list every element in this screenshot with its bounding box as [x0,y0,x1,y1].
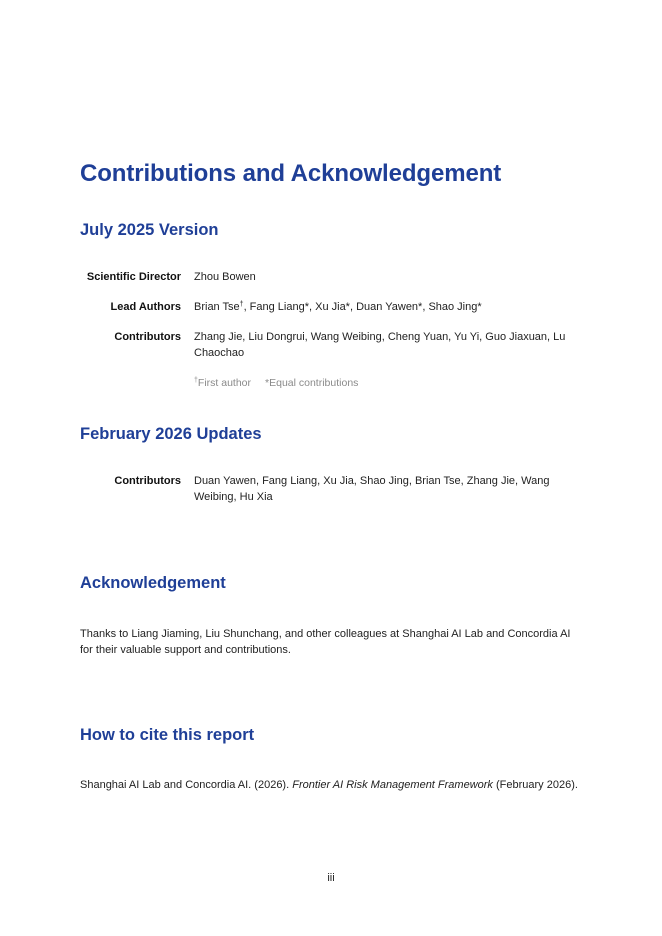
scientific-director-label: Scientific Director [86,271,181,283]
contributors-label-feb: Contributors [114,475,181,487]
first-author-mark: † [239,301,244,308]
lead-authors-label: Lead Authors [110,301,181,313]
first-author-note-mark: † [194,377,198,384]
acknowledgement-text: Thanks to Liang Jiaming, Liu Shunchang, and other colleagues at Shanghai AI Lab and Concordia AI for their valuable support and contributions. [80,628,571,656]
contributors-value-july: Zhang Jie, Liu Dongrui, Wang Weibing, Cheng Yuan, Yu Yi, Guo Jiaxuan, Lu Chaochao [194,331,566,359]
lead-authors-rest: , Fang Liang*, Xu Jia*, Duan Yawen*, Shao Jing* [243,301,482,313]
lead-authors-value [194,299,586,315]
contributors-value-feb: Duan Yawen, Fang Liang, Xu Jia, Shao Jing, Brian Tse, Zhang Jie, Wang Weibing, Hu Xia [194,475,550,503]
page-title: Contributions and Acknowledgement [80,160,502,187]
contributors-label-july: Contributors [114,331,181,343]
lead-author-first: Brian Tse [194,301,240,313]
citation-title: Frontier AI Risk Management Framework [292,779,493,791]
section-heading-cite: How to cite this report [80,726,255,744]
section-heading-july-2025: July 2025 Version [80,221,219,239]
section-heading-acknowledgement: Acknowledgement [80,574,226,592]
scientific-director-value: Zhou Bowen [194,271,256,283]
citation-prefix: Shanghai AI Lab and Concordia AI. (2026). [80,779,293,791]
citation-suffix: (February 2026). [492,779,578,791]
section-heading-feb-2026: February 2026 Updates [80,425,262,443]
author-notes [194,377,358,389]
first-author-note: First author [197,377,252,389]
page-number: iii [327,872,335,884]
equal-contributions-note: *Equal contributions [265,377,359,389]
citation-text [80,777,585,793]
